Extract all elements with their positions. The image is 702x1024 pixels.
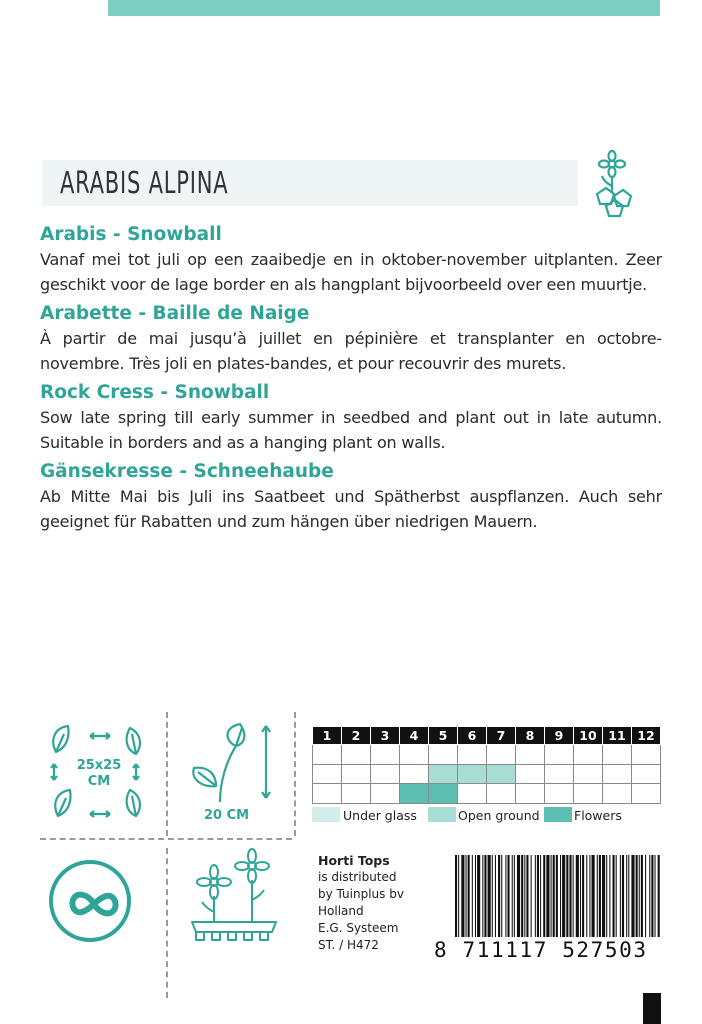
- barcode-bar: [492, 855, 493, 937]
- calendar-cell: [632, 745, 661, 765]
- calendar-cell: [429, 745, 458, 765]
- calendar-cell: [429, 764, 458, 784]
- barcode-bar: [526, 855, 528, 937]
- print-mark: [643, 993, 661, 1024]
- barcode-bar: [645, 855, 646, 937]
- barcode-bar: [521, 855, 523, 937]
- legend-swatch-flowers: [544, 807, 572, 822]
- calendar-cell: [545, 784, 574, 804]
- top-color-strip: [108, 0, 660, 16]
- barcode-bar: [589, 855, 590, 937]
- section-heading: Gänsekresse - Schneehaube: [40, 461, 334, 482]
- barcode-bar: [566, 855, 568, 937]
- barcode-bar: [514, 855, 515, 937]
- section-heading: Arabette - Baille de Naige: [40, 303, 310, 324]
- barcode-bar: [658, 855, 660, 937]
- barcode-bar: [553, 855, 555, 937]
- barcode-bar: [484, 855, 486, 937]
- barcode-bar: [655, 855, 656, 937]
- barcode-bar: [576, 855, 579, 937]
- calendar-cell: [371, 764, 400, 784]
- barcode-bar: [498, 855, 500, 937]
- barcode-bar: [461, 855, 464, 937]
- calendar-cell: [632, 764, 661, 784]
- barcode-bar: [508, 855, 510, 937]
- calendar-cell: [632, 784, 661, 804]
- barcode-bar: [586, 855, 587, 937]
- calendar-cell: [342, 784, 371, 804]
- distributor-line: E.G. Systeem: [318, 921, 399, 935]
- barcode-bar: [495, 855, 496, 937]
- month-header: 7: [487, 727, 516, 745]
- section-text: Sow late spring till early summer in seedbed and plant out in late autumn. Suitable in borders and as a hanging plant on walls.: [40, 408, 662, 452]
- month-header: 1: [313, 727, 342, 745]
- barcode-bar: [482, 855, 483, 937]
- barcode-bar: [609, 855, 610, 937]
- calendar-cell: [313, 745, 342, 765]
- distributor-info: [318, 852, 404, 954]
- barcode-bar: [597, 855, 598, 937]
- barcode-bar: [458, 855, 459, 937]
- distributor-line: ST. / H472: [318, 938, 379, 952]
- barcode-bar: [505, 855, 506, 937]
- calendar-cell: [603, 745, 632, 765]
- section-english: [40, 380, 662, 455]
- calendar-cell: [342, 764, 371, 784]
- flower-cubes-icon: [578, 148, 644, 220]
- calendar-cell: [516, 764, 545, 784]
- calendar-row: [313, 764, 661, 784]
- divider-vertical: [166, 712, 168, 836]
- barcode-bar: [636, 855, 638, 937]
- barcode-bar: [592, 855, 595, 937]
- distributor-line: by Tuinplus bv: [318, 887, 404, 901]
- calendar-cell: [603, 764, 632, 784]
- section-heading: Arabis - Snowball: [40, 224, 222, 245]
- calendar-cell: [574, 764, 603, 784]
- calendar-cell: [574, 784, 603, 804]
- calendar-cell: [371, 745, 400, 765]
- month-header: 8: [516, 727, 545, 745]
- calendar-cell: [458, 764, 487, 784]
- calendar-cell: [342, 745, 371, 765]
- barcode-bar: [475, 855, 476, 937]
- calendar-cell: [458, 745, 487, 765]
- description-content: [40, 222, 662, 538]
- barcode-bar: [580, 855, 581, 937]
- section-german: [40, 459, 662, 534]
- calendar-cell: [487, 764, 516, 784]
- divider-vertical: [294, 712, 296, 836]
- legend-swatch-under-glass: [312, 807, 340, 822]
- legend-swatch-open-ground: [428, 807, 456, 822]
- section-text: Vanaf mei tot juli op een zaaibedje en in oktober-november uitplanten. Zeer geschikt voor de lage border en als hangplant bijvoorbeeld over een muurtje.: [40, 250, 662, 294]
- section-french: [40, 301, 662, 376]
- title-banner: [40, 160, 600, 206]
- barcode-bar: [562, 855, 565, 937]
- spacing-label: 25x25 CM: [76, 758, 122, 789]
- legend-label-open-ground: Open ground: [458, 808, 540, 823]
- barcode-bar: [477, 855, 480, 937]
- height-label: 20 CM: [204, 808, 250, 823]
- flowers-tray-icon: [184, 848, 284, 944]
- barcode-bar: [472, 855, 473, 937]
- barcode-bar: [556, 855, 558, 937]
- plant-height-icon: [186, 722, 280, 808]
- legend-label-under-glass: Under glass: [343, 808, 417, 823]
- barcode-bar: [649, 855, 650, 937]
- divider-vertical: [166, 848, 168, 998]
- barcode-bar: [537, 855, 539, 937]
- barcode-bar: [602, 855, 605, 937]
- barcode-bar: [501, 855, 502, 937]
- barcode-bar: [606, 855, 607, 937]
- month-header: 4: [400, 727, 429, 745]
- barcode-bar: [599, 855, 601, 937]
- divider-horizontal: [40, 838, 292, 840]
- calendar-cell: [487, 784, 516, 804]
- infinity-icon: [64, 886, 124, 922]
- sowing-calendar: [312, 726, 661, 804]
- calendar-cell: [313, 764, 342, 784]
- barcode-bar: [573, 855, 574, 937]
- section-text: À partir de mai jusqu’à juillet en pépinière et transplanter en octobre-novembre. Très joli en plates-bandes, et pour recouvrir des murets.: [40, 329, 662, 373]
- barcode-bar: [455, 855, 457, 937]
- barcode-bar: [620, 855, 621, 937]
- barcode: [455, 855, 660, 937]
- barcode-bar: [560, 855, 561, 937]
- calendar-row: [313, 745, 661, 765]
- barcode-bar: [639, 855, 640, 937]
- month-header: 12: [632, 727, 661, 745]
- barcode-bar: [582, 855, 584, 937]
- month-header: 2: [342, 727, 371, 745]
- calendar-cell: [545, 764, 574, 784]
- calendar-cell: [429, 784, 458, 804]
- barcode-bar: [535, 855, 536, 937]
- calendar-cell: [574, 745, 603, 765]
- barcode-bar: [641, 855, 643, 937]
- section-dutch: [40, 222, 662, 297]
- section-heading: Rock Cress - Snowball: [40, 382, 270, 403]
- barcode-bar: [628, 855, 629, 937]
- barcode-bar: [512, 855, 513, 937]
- legend-label-flowers: Flowers: [574, 808, 622, 823]
- calendar-row: [313, 784, 661, 804]
- calendar-cell: [371, 784, 400, 804]
- month-header: 3: [371, 727, 400, 745]
- calendar-cell: [487, 745, 516, 765]
- barcode-bar: [540, 855, 541, 937]
- calendar-cell: [516, 745, 545, 765]
- barcode-bar: [517, 855, 520, 937]
- barcode-bar: [631, 855, 634, 937]
- barcode-bar: [466, 855, 467, 937]
- month-header: 9: [545, 727, 574, 745]
- barcode-bar: [622, 855, 624, 937]
- distributor-line: Holland: [318, 904, 364, 918]
- barcode-bar: [651, 855, 653, 937]
- barcode-bar: [626, 855, 627, 937]
- barcode-bar: [524, 855, 525, 937]
- barcode-bar: [613, 855, 615, 937]
- calendar-legend: [312, 806, 662, 826]
- month-header: 5: [429, 727, 458, 745]
- barcode-bar: [468, 855, 470, 937]
- section-text: Ab Mitte Mai bis Juli ins Saatbeet und Spätherbst auspflanzen. Auch sehr geeignet für Rabatten und zum hängen über niedrigen Mauern.: [40, 487, 662, 531]
- barcode-bar: [543, 855, 545, 937]
- calendar-cell: [545, 745, 574, 765]
- barcode-bar: [551, 855, 552, 937]
- calendar-cell: [400, 745, 429, 765]
- barcode-bar: [546, 855, 549, 937]
- calendar-cell: [313, 784, 342, 804]
- calendar-cell: [400, 784, 429, 804]
- latin-name-title: ARABIS ALPINA: [60, 166, 229, 201]
- barcode-bar: [569, 855, 571, 937]
- barcode-bar: [531, 855, 532, 937]
- calendar-cell: [458, 784, 487, 804]
- barcode-number: 8 711117 527503: [434, 938, 648, 962]
- calendar-cell: [516, 784, 545, 804]
- calendar-cell: [603, 784, 632, 804]
- calendar-cell: [400, 764, 429, 784]
- barcode-bar: [616, 855, 617, 937]
- month-header: 10: [574, 727, 603, 745]
- barcode-bar: [488, 855, 491, 937]
- brand-name: Horti Tops: [318, 853, 390, 868]
- month-header: 11: [603, 727, 632, 745]
- month-header: 6: [458, 727, 487, 745]
- distributor-line: is distributed: [318, 870, 397, 884]
